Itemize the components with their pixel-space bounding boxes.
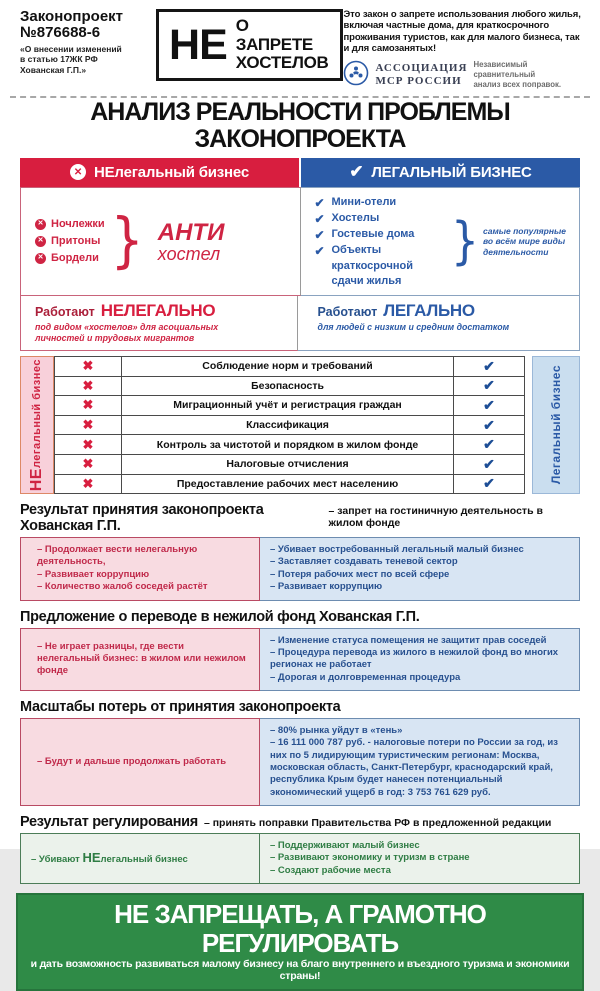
circle-x-icon: ✕ [35,219,46,230]
list-item: – Не играет разницы, где вести нелегальный бизнес: в жилом или нежилом фонде [37,640,246,677]
header-right [343,9,582,91]
check-icon: ✔ [453,435,524,454]
legal-note: самые популярные во всём мире виды деятельности [483,225,566,258]
ne-stamp-box [156,9,343,81]
conclusion-banner [16,893,584,991]
illegal-consequences-box [20,718,260,806]
list-item: – Количество жалоб соседей растёт [37,581,208,593]
brace-glyph: } [110,206,144,276]
list-item: – Убивает востребованный легальный малый бизнес [270,544,524,556]
illegal-header: ✕ НЕлегальный бизнес [20,158,299,187]
illegal-work-cell [20,296,298,351]
list-item: ✕ Ночлежки [35,216,105,233]
list-item: ✔ Объекты [314,244,382,259]
cross-icon: ✖ [55,377,122,396]
list-item: – Развивает коррупцию [270,581,383,593]
illegal-consequences-box [20,628,260,691]
list-item: – Поддерживают малый бизнес [270,839,420,851]
list-item: ✔ Мини-отели [314,195,397,210]
cross-icon: ✖ [55,435,122,454]
check-icon: ✔ [314,195,325,210]
list-item: ✔ Хостелы [314,211,380,226]
law-number: №876688-6 [20,23,101,41]
association-block [343,60,582,91]
section-subtitle: – запрет на гостиничную деятельность в жилом фонде [328,505,543,530]
stamp-subject-text: О ЗАПРЕТЕ ХОСТЕЛОВ [235,16,329,73]
msr-logo-icon [343,60,369,91]
legal-header: ✔ ЛЕГАЛЬНЫЙ БИЗНЕС [301,158,580,187]
list-item: ✕ Притоны [35,233,105,250]
check-icon: ✔ [314,244,325,259]
legal-consequences-box [260,537,580,600]
check-icon: ✔ [453,357,524,376]
section-title: Результат регулирования [20,813,198,830]
table-row: ✖ Контроль за чистотой и порядком в жилом фонде ✔ [54,435,525,455]
section-adoption-result [20,502,580,600]
cross-icon: ✖ [55,357,122,376]
work-label: Работают [317,305,378,319]
list-item: – Убивают НЕлегальный бизнес [31,850,188,865]
illegal-types-list [35,216,105,267]
list-item: – Заставляет создавать теневой сектор [270,556,458,568]
work-status: ЛЕГАЛЬНО [383,301,475,320]
check-icon: ✔ [453,416,524,435]
check-icon: ✔ [349,162,364,182]
association-tagline: Независимый сравнительный анализ всех поправок. [473,60,562,89]
list-item-continuation: краткосрочной сдачи жилья [331,260,413,288]
comparison-block [20,158,580,351]
legal-types-cell [301,187,581,296]
section-nonresidential-transfer [20,609,580,691]
section-regulation-result [20,814,580,884]
legal-side-label: Легальный бизнес [532,356,580,494]
banner-subtitle: и дать возможность развиваться малому бизнесу на благо внутреннего и въездного туризма и экономики страны! [30,958,570,983]
work-note: под видом «хостелов» для асоциальных личностей и трудовых мигрантов [35,322,219,343]
table-row: ✖ Классификация ✔ [54,416,525,436]
stamp-ne-text: НЕ [169,20,227,69]
table-row: ✖ Соблюдение норм и требований ✔ [54,357,525,377]
work-status: НЕЛЕГАЛЬНО [100,301,216,320]
legal-work-cell [298,296,581,351]
list-item: – Процедура перевода из жилого в нежилой фонд во многих регионах не работает [270,646,559,671]
list-item: – Потеря рабочих мест по всей сфере [270,568,450,580]
table-row: ✖ Налоговые отчисления ✔ [54,455,525,475]
anti-hostel-label: АНТИ хостел [157,218,225,264]
comparison-footer [20,296,580,351]
legal-types-list [315,195,448,289]
section-loss-scale [20,699,580,806]
legal-consequences-box [260,718,580,806]
comparison-headers [20,158,580,187]
work-note: для людей с низким и средним достатком [317,322,510,332]
section-title: Масштабы потерь от принятия законопроекта [20,698,341,715]
cross-icon: ✖ [55,475,122,494]
illegal-side-label: НЕлегальный бизнес [20,356,54,494]
list-item: – Изменение статуса помещения не защитит прав соседей [270,634,547,646]
illegal-consequences-box [20,537,260,600]
work-label: Работают [35,305,95,319]
list-item: – Продолжает вести нелегальную деятельность, [37,544,198,568]
cross-icon: ✖ [55,396,122,415]
section-title: Предложение о переводе в нежилой фонд Хованская Г.П. [20,608,420,625]
check-icon: ✔ [453,396,524,415]
list-item: – 80% рынка уйдут в «тень» [270,724,403,736]
table-row: ✖ Безопасность ✔ [54,377,525,397]
list-item: – Развивают экономику и туризм в стране [270,852,470,864]
regulation-left-box [20,833,260,884]
section-subtitle: – принять поправки Правительства РФ в предложенной редакции [203,816,552,829]
check-icon: ✔ [314,227,325,242]
list-item: – Развивает коррупцию [37,568,150,580]
section-title: Результат принятия законопроекта Хованская Г.П. [20,502,264,535]
illegal-types-cell [20,187,301,296]
header [0,0,600,91]
list-item: ✔ Гостевые дома [314,227,415,242]
law-title: Законопроект [20,8,124,25]
comparison-body [20,187,580,296]
check-icon: ✔ [314,211,325,226]
list-item: – Дорогая и долговременная процедура [270,671,461,683]
legal-consequences-box [260,628,580,691]
circle-x-icon: ✕ [70,164,86,180]
list-item: ✕ Бордели [35,250,105,267]
law-summary-text: Это закон о запрете использования любого жилья, включая частные дома, для краткосрочного проживания туристов, как для малого бизнеса, так и для самозанятых! [343,9,581,55]
table-row: ✖ Предоставление рабочих мест населению ✔ [54,475,525,495]
check-icon: ✔ [453,475,524,494]
criteria-table [20,356,580,494]
brace-glyph: } [451,212,479,271]
cross-icon: ✖ [55,416,122,435]
check-icon: ✔ [453,455,524,474]
table-row: ✖ Миграционный учёт и регистрация граждан ✔ [54,396,525,416]
page-title: АНАЛИЗ РЕАЛЬНОСТИ ПРОБЛЕМЫ ЗАКОНОПРОЕКТА [90,97,510,154]
banner-title: НЕ ЗАПРЕЩАТЬ, А ГРАМОТНО РЕГУЛИРОВАТЬ [114,898,486,958]
list-item: – Будут и дальше продолжать работать [37,755,227,767]
association-name: АССОЦИАЦИЯ МСР РОССИИ [375,61,468,88]
law-reference [20,9,126,75]
law-note: «О внесении изменений в статью 17ЖК РФ Хованская Г.П.» [20,43,122,75]
criteria-rows [54,356,525,494]
list-item: – 16 111 000 787 руб. - налоговые потери по России за год, из них по 5 лидирующим туристическим регионам: Москва, московская область, Санкт-Петербург, краснодарский край, республика Крым будет нанесен потенциальный экономический ущерб в год: 3 753 761 629 руб. [270,737,558,798]
circle-x-icon: ✕ [35,236,46,247]
cross-icon: ✖ [55,455,122,474]
regulation-right-box [260,833,580,884]
list-item: – Создают рабочие места [270,864,391,876]
circle-x-icon: ✕ [35,253,46,264]
check-icon: ✔ [453,377,524,396]
